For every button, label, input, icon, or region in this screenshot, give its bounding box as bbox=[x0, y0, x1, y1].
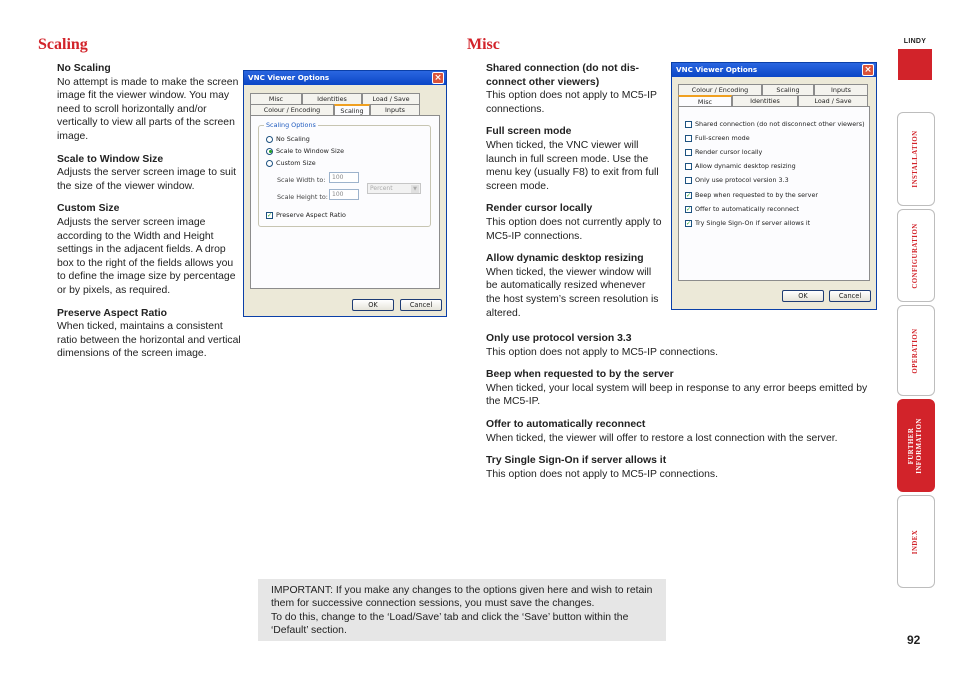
unit-value: Percent bbox=[370, 185, 393, 192]
option-label: Allow dynamic desktop resizing bbox=[695, 162, 796, 170]
nav-tab-further-information[interactable] bbox=[897, 399, 935, 492]
cancel-button[interactable]: Cancel bbox=[400, 299, 442, 311]
misc-entry bbox=[486, 332, 880, 359]
checkbox[interactable] bbox=[685, 163, 692, 170]
tab-misc[interactable]: Misc bbox=[678, 95, 732, 107]
entry-title: Only use protocol version 3.3 bbox=[486, 333, 632, 344]
misc-text-column-wide bbox=[486, 332, 880, 490]
misc-text-column-narrow bbox=[486, 62, 662, 329]
dialog-title-text: VNC Viewer Options bbox=[676, 65, 758, 74]
misc-entry bbox=[486, 62, 662, 116]
nav-tab-index[interactable] bbox=[897, 495, 935, 588]
tab-scaling[interactable]: Scaling bbox=[334, 104, 370, 116]
note-line-1: IMPORTANT: If you make any changes to the options given here and wish to retain them for successive connection sessions, you must save the changes. bbox=[271, 585, 653, 610]
tab-row-back bbox=[678, 84, 868, 95]
entry-body: Adjusts the server screen image according to the Width and Height settings in the adjacent fields. A drop box to the right of the fields allows you to define the image size by percentage or by pixels, as required. bbox=[57, 216, 236, 296]
option-label: Beep when requested to by the server bbox=[695, 191, 819, 199]
option-label: No Scaling bbox=[276, 135, 310, 143]
note-line-2: To do this, change to the ‘Load/Save’ tab and click the ‘Save’ button within the ‘Default’ section. bbox=[271, 611, 629, 637]
dialog-title bbox=[672, 63, 876, 77]
checkbox[interactable] bbox=[685, 149, 692, 156]
misc-heading: Misc bbox=[467, 36, 500, 53]
height-field[interactable]: 100 bbox=[329, 189, 359, 200]
chevron-down-icon: ▼ bbox=[411, 185, 419, 193]
option-label: Shared connection (do not disconnect other viewers) bbox=[695, 120, 865, 128]
nav-tab-label: INSTALLATION bbox=[912, 130, 919, 188]
entry-title: Try Single Sign-On if server allows it bbox=[486, 455, 667, 467]
checkbox[interactable] bbox=[685, 177, 692, 184]
misc-entry bbox=[486, 454, 880, 481]
radio-button[interactable] bbox=[266, 148, 273, 155]
scaling-options-group bbox=[258, 121, 431, 227]
nav-tab-label: INDEX bbox=[912, 529, 919, 554]
tab-misc[interactable]: Misc bbox=[250, 93, 302, 104]
checkbox[interactable] bbox=[685, 121, 692, 128]
check-icon[interactable]: ✓ bbox=[686, 191, 692, 199]
option-label: Scale to Window Size bbox=[276, 147, 345, 155]
scaling-text-column bbox=[57, 62, 241, 370]
option-label: Preserve Aspect Ratio bbox=[276, 211, 346, 219]
scaling-dialog bbox=[243, 70, 447, 317]
check-icon[interactable]: ✓ bbox=[267, 211, 273, 219]
misc-dialog bbox=[671, 62, 877, 310]
checkbox-protocol-33[interactable] bbox=[685, 176, 789, 184]
entry-body: No attempt is made to make the screen image fit the viewer window. You may need to scroll horizontally and/or vertically to view all parts of the screen image. bbox=[57, 76, 239, 142]
entry-title: Preserve Aspect Ratio bbox=[57, 307, 167, 319]
height-label: Scale Height to: bbox=[277, 193, 328, 201]
radio-scale-to-window[interactable] bbox=[266, 147, 344, 155]
option-label: Only use protocol version 3.3 bbox=[695, 176, 789, 184]
entry-title: Shared connection (do not dis-connect other viewers) bbox=[486, 63, 639, 88]
tab-inputs[interactable]: Inputs bbox=[370, 104, 420, 115]
tab-row-back bbox=[250, 93, 420, 104]
radio-button[interactable] bbox=[266, 136, 273, 143]
ok-button[interactable]: OK bbox=[782, 290, 824, 302]
entry-body: This option does not apply to MC5-IP connections. bbox=[486, 90, 657, 115]
misc-entry bbox=[486, 125, 662, 193]
scaling-heading: Scaling bbox=[38, 36, 88, 53]
close-icon[interactable]: × bbox=[862, 64, 874, 76]
entry-body: When ticked, your local system will beep in response to any error beeps emitted by the MC5-IP. bbox=[486, 382, 868, 408]
entry-body: When ticked, the VNC viewer will launch in full screen mode. Use the menu key (usually F8) to exit from full screen mode. bbox=[486, 139, 659, 192]
option-label: Render cursor locally bbox=[695, 148, 763, 156]
checkbox[interactable] bbox=[685, 135, 692, 142]
dialog-title-text: VNC Viewer Options bbox=[248, 73, 330, 82]
radio-custom-size[interactable] bbox=[266, 159, 316, 167]
nav-tab-configuration[interactable] bbox=[897, 209, 935, 302]
nav-tab-label: CONFIGURATION bbox=[912, 222, 919, 289]
entry-title: Offer to automatically reconnect bbox=[486, 418, 646, 430]
option-label: Custom Size bbox=[276, 159, 316, 167]
tab-load-save[interactable]: Load / Save bbox=[798, 95, 868, 106]
checkbox-full-screen[interactable] bbox=[685, 134, 750, 142]
option-label: Full-screen mode bbox=[695, 134, 750, 142]
tab-scaling[interactable]: Scaling bbox=[762, 84, 814, 95]
checkbox-dynamic-resize[interactable] bbox=[685, 162, 796, 170]
entry-title: No Scaling bbox=[57, 63, 111, 74]
ok-button[interactable]: OK bbox=[352, 299, 394, 311]
nav-tab-label: FURTHER INFORMATION bbox=[908, 417, 923, 474]
scaling-entry bbox=[57, 307, 241, 361]
group-label: Scaling Options bbox=[266, 121, 316, 129]
page-number: 92 bbox=[907, 633, 921, 647]
tab-identities[interactable]: Identities bbox=[302, 93, 362, 104]
radio-no-scaling[interactable] bbox=[266, 135, 310, 143]
entry-title: Scale to Window Size bbox=[57, 153, 164, 165]
entry-body: Adjusts the server screen image to suit the size of the viewer window. bbox=[57, 167, 237, 192]
entry-body: When ticked, maintains a consistent ratio between the horizontal and vertical dimensions of the screen image. bbox=[57, 321, 241, 360]
scaling-tab-panel bbox=[250, 115, 440, 289]
tab-colour-encoding[interactable]: Colour / Encoding bbox=[678, 84, 762, 95]
width-field[interactable]: 100 bbox=[329, 172, 359, 183]
tab-identities[interactable]: Identities bbox=[732, 95, 798, 106]
scaling-entry bbox=[57, 202, 241, 297]
option-label: Offer to automatically reconnect bbox=[695, 205, 799, 213]
cancel-button[interactable]: Cancel bbox=[829, 290, 871, 302]
entry-title: Render cursor locally bbox=[486, 203, 593, 215]
logo-red-square bbox=[898, 49, 932, 80]
unit-dropdown[interactable] bbox=[367, 183, 421, 194]
scaling-entry bbox=[57, 62, 241, 144]
entry-body: This option does not currently apply to MC5-IP connections. bbox=[486, 216, 662, 242]
option-label: Try Single Sign-On if server allows it bbox=[695, 219, 811, 227]
tab-inputs[interactable]: Inputs bbox=[814, 84, 868, 95]
misc-entry bbox=[486, 252, 662, 320]
checkbox-preserve-aspect[interactable] bbox=[266, 211, 346, 219]
checkbox-render-cursor[interactable] bbox=[685, 148, 762, 156]
check-icon[interactable]: ✓ bbox=[686, 205, 692, 213]
entry-title: Full screen mode bbox=[486, 126, 572, 138]
nav-tab-label: OPERATION bbox=[912, 327, 919, 374]
important-note bbox=[258, 579, 666, 641]
misc-entry bbox=[486, 418, 880, 445]
check-icon[interactable]: ✓ bbox=[686, 219, 692, 227]
lindy-logo bbox=[898, 38, 932, 80]
misc-tab-panel bbox=[678, 106, 870, 281]
tab-load-save[interactable]: Load / Save bbox=[362, 93, 420, 104]
nav-tab-operation[interactable] bbox=[897, 305, 935, 396]
misc-entry bbox=[486, 368, 880, 409]
checkbox-single-sign-on[interactable] bbox=[685, 219, 810, 227]
scaling-entry bbox=[57, 153, 241, 194]
radio-button[interactable] bbox=[266, 160, 273, 167]
logo-text: LINDY bbox=[903, 38, 927, 45]
entry-body: This option does not apply to MC5-IP connections. bbox=[486, 468, 718, 480]
nav-tab-installation[interactable] bbox=[897, 112, 935, 206]
entry-title: Allow dynamic desktop resizing bbox=[486, 253, 644, 265]
entry-body: This option does not apply to MC5-IP connections. bbox=[486, 346, 718, 358]
checkbox-shared-connection[interactable] bbox=[685, 120, 865, 128]
dialog-title bbox=[244, 71, 446, 85]
entry-body: When ticked, the viewer window will be automatically resized whenever the host system’s screen resolution is altered. bbox=[486, 266, 659, 319]
entry-body: When ticked, the viewer will offer to restore a lost connection with the server. bbox=[486, 432, 838, 444]
width-label: Scale Width to: bbox=[277, 176, 326, 184]
misc-entry bbox=[486, 202, 662, 243]
checkbox-reconnect[interactable] bbox=[685, 205, 799, 213]
checkbox-beep[interactable] bbox=[685, 191, 818, 199]
entry-title: Beep when requested to by the server bbox=[486, 369, 674, 381]
close-icon[interactable]: × bbox=[432, 72, 444, 84]
entry-title: Custom Size bbox=[57, 203, 120, 215]
tab-colour-encoding[interactable]: Colour / Encoding bbox=[250, 104, 334, 115]
